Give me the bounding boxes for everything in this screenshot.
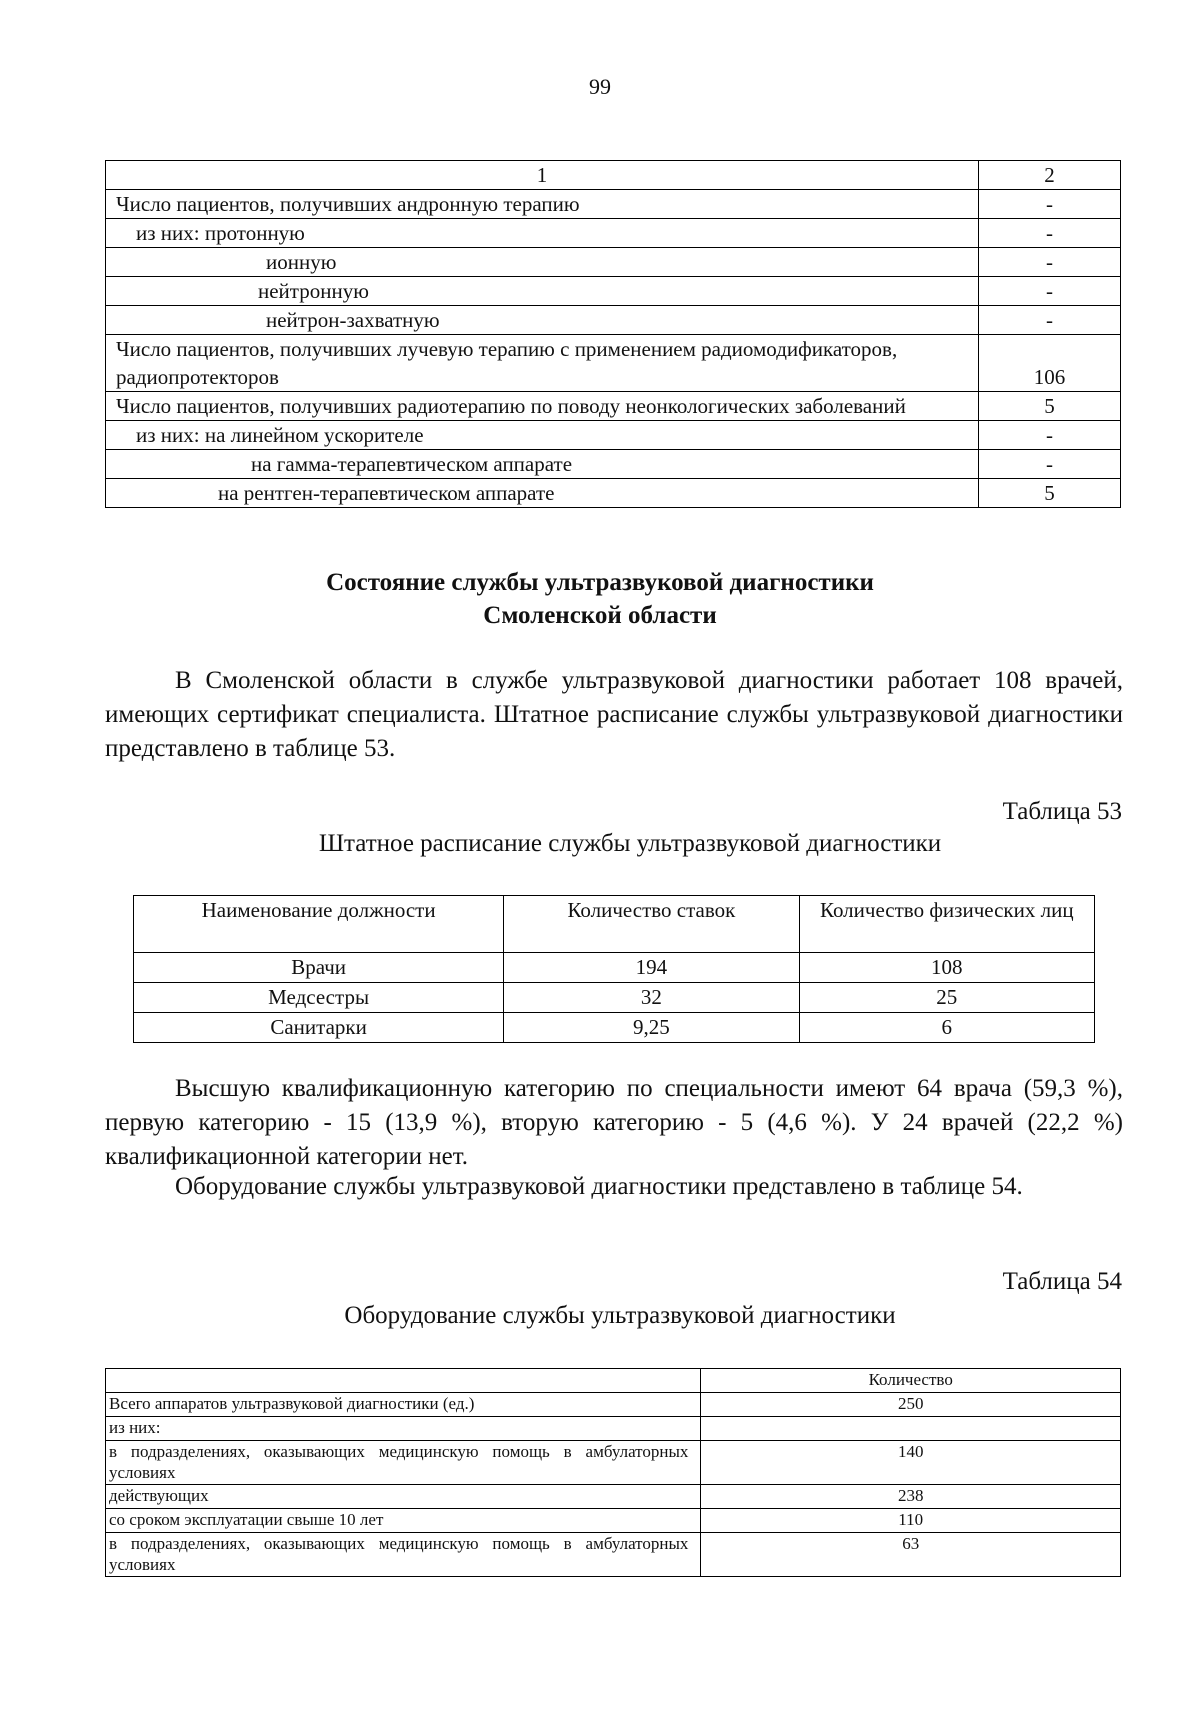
row-label: в подразделениях, оказывающих медицинскую помощь в амбулаторных условиях <box>106 1533 701 1577</box>
table-row <box>106 1441 1121 1485</box>
table-cell: 108 <box>799 953 1094 983</box>
row-label: Число пациентов, получивших радиотерапию по поводу неонкологических заболеваний <box>106 392 979 421</box>
table-row <box>106 335 1121 392</box>
table-cell: Врачи <box>134 953 504 983</box>
row-label: из них: протонную <box>106 219 979 248</box>
paragraph-text: В Смоленской области в службе ультразвуковой диагностики работает 108 врачей, имеющих сертификат специалиста. Штатное расписание службы ультразвуковой диагностики представлено в таблице 53. <box>105 667 1123 762</box>
row-value: - <box>978 219 1120 248</box>
column-header: Количество физических лиц <box>799 896 1094 953</box>
table-cell: 194 <box>504 953 799 983</box>
table-cell: Медсестры <box>134 983 504 1013</box>
table-cell: 9,25 <box>504 1013 799 1043</box>
row-label: из них: <box>106 1417 701 1441</box>
staff-table <box>133 895 1095 1043</box>
row-value: 106 <box>978 335 1120 392</box>
paragraph-text: Оборудование службы ультразвуковой диагностики представлено в таблице 54. <box>175 1173 1023 1200</box>
row-label: действующих <box>106 1485 701 1509</box>
table-cell: 32 <box>504 983 799 1013</box>
row-value: - <box>978 421 1120 450</box>
table-title: Штатное расписание службы ультразвуковой диагностики <box>318 830 942 857</box>
radiotherapy-table <box>105 160 1121 508</box>
paragraph-text: Высшую квалификационную категорию по специальности имеют 64 врача (59,3 %), первую категорию - 15 (13,9 %), вторую категорию - 5 (4,6 %). У 24 врачей (22,2 %) квалификационной категории нет. <box>105 1075 1123 1170</box>
table-cell: Санитарки <box>134 1013 504 1043</box>
row-value: 238 <box>701 1485 1121 1509</box>
table-header-row <box>106 161 1121 190</box>
paragraph <box>105 1072 1123 1174</box>
paragraph <box>105 664 1123 766</box>
table-cell: 25 <box>799 983 1094 1013</box>
row-label: со сроком эксплуатации свыше 10 лет <box>106 1509 701 1533</box>
column-header: 2 <box>978 161 1120 190</box>
table-row <box>106 190 1121 219</box>
table-row <box>106 219 1121 248</box>
row-label: Всего аппаратов ультразвуковой диагностики (ед.) <box>106 1393 701 1417</box>
row-label: в подразделениях, оказывающих медицинскую помощь в амбулаторных условиях <box>106 1441 701 1485</box>
table-row <box>106 277 1121 306</box>
table-cell <box>106 1369 701 1393</box>
row-value: 63 <box>701 1533 1121 1577</box>
row-label: нейтронную <box>106 277 979 306</box>
table-label: Таблица 54 <box>1002 1268 1122 1295</box>
table-row <box>134 953 1095 983</box>
row-value: - <box>978 277 1120 306</box>
section-title-line: Состояние службы ультразвуковой диагностики <box>326 569 874 596</box>
row-value: - <box>978 190 1120 219</box>
table-row <box>134 983 1095 1013</box>
page-number: 99 <box>589 74 611 99</box>
row-value: - <box>978 306 1120 335</box>
table-row <box>106 1393 1121 1417</box>
row-label: Число пациентов, получивших лучевую терапию с применением радиомодификаторов, радиопротекторов <box>106 335 979 392</box>
row-value: 250 <box>701 1393 1121 1417</box>
row-value: 110 <box>701 1509 1121 1533</box>
table-cell: 6 <box>799 1013 1094 1043</box>
row-value: 140 <box>701 1441 1121 1485</box>
row-value: - <box>978 450 1120 479</box>
section-title <box>0 566 1200 632</box>
row-label: на рентген-терапевтическом аппарате <box>106 479 979 508</box>
row-label: нейтрон-захватную <box>106 306 979 335</box>
table-row <box>106 248 1121 277</box>
table-row <box>106 1533 1121 1577</box>
table-header-row <box>106 1369 1121 1393</box>
column-header: Количество <box>701 1369 1121 1393</box>
column-header: Наименование должности <box>134 896 504 953</box>
row-label: Число пациентов, получивших андронную терапию <box>106 190 979 219</box>
table-row <box>134 1013 1095 1043</box>
section-title-line: Смоленской области <box>483 602 717 629</box>
row-value: 5 <box>978 392 1120 421</box>
row-value <box>701 1417 1121 1441</box>
table-row <box>106 479 1121 508</box>
column-header: Количество ставок <box>504 896 799 953</box>
table-row <box>106 1417 1121 1441</box>
table-title: Оборудование службы ультразвуковой диагностики <box>344 1302 896 1329</box>
row-label: из них: на линейном ускорителе <box>106 421 979 450</box>
row-label: на гамма-терапевтическом аппарате <box>106 450 979 479</box>
table-row <box>106 450 1121 479</box>
table-row <box>106 421 1121 450</box>
table-row <box>106 1509 1121 1533</box>
table-row <box>106 392 1121 421</box>
row-value: 5 <box>978 479 1120 508</box>
column-header: 1 <box>106 161 979 190</box>
row-label: ионную <box>106 248 979 277</box>
table-label: Таблица 53 <box>1002 798 1122 825</box>
table-row <box>106 1485 1121 1509</box>
equipment-table <box>105 1368 1121 1577</box>
row-value: - <box>978 248 1120 277</box>
table-header-row <box>134 896 1095 953</box>
paragraph <box>105 1170 1123 1204</box>
table-row <box>106 306 1121 335</box>
